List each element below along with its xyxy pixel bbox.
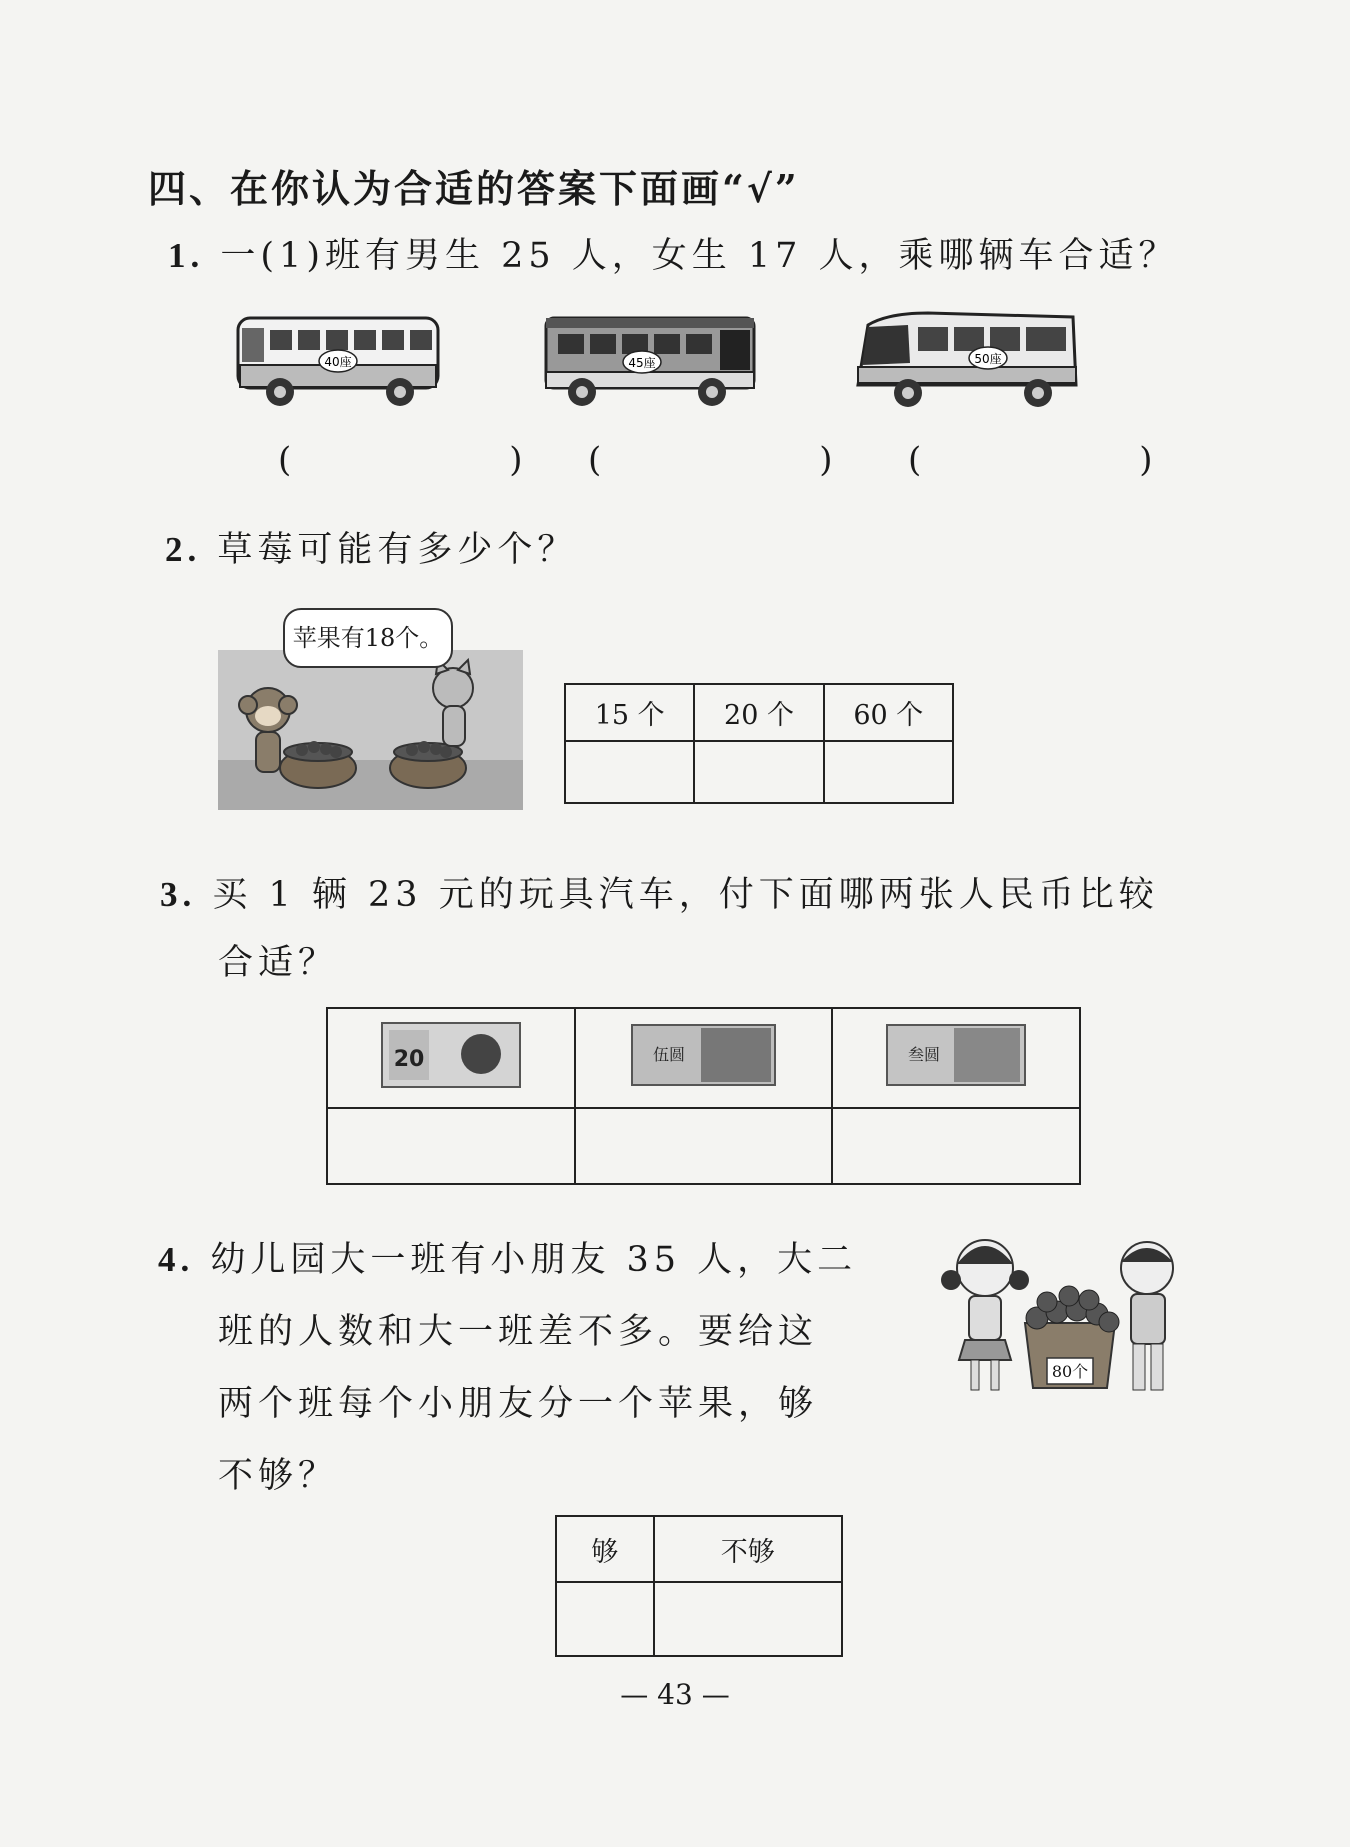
section-title: 四、在你认为合适的答案下面画“√” xyxy=(148,166,800,211)
bus-answer-blank-3[interactable]: ( ) xyxy=(908,440,1203,480)
q1-text: 一(1)班有男生 25 人，女生 17 人，乘哪辆车合适？ xyxy=(220,236,1179,276)
q4-option-not-enough: 不够 xyxy=(654,1516,842,1582)
basket-label: 80个 xyxy=(1051,1362,1089,1381)
q4-line3: 两个班每个小朋友分一个苹果，够 xyxy=(218,1384,819,1424)
q4-option-enough: 够 xyxy=(556,1516,654,1582)
q4-answer-cell-2[interactable] xyxy=(654,1582,842,1656)
q2-answer-cell-3[interactable] xyxy=(824,741,953,803)
q2-number: 2. xyxy=(165,530,202,569)
q1-number: 1. xyxy=(168,236,205,275)
q2-option-60: 60 个 xyxy=(824,684,953,741)
q2-text: 草莓可能有多少个？ xyxy=(217,530,578,570)
q2-answer-table xyxy=(564,683,954,804)
banknote-1-icon xyxy=(886,1024,1026,1086)
bus-50-illustration xyxy=(848,305,1083,415)
q4-row xyxy=(158,1232,857,1282)
banknote-1-value: 叁圆 xyxy=(907,1044,940,1064)
bus-45-label: 45座 xyxy=(628,356,656,370)
q4-line2: 班的人数和大一班差不多。要给这 xyxy=(218,1312,819,1352)
q3-answer-cell-3[interactable] xyxy=(832,1108,1080,1184)
q3-answer-cell-1[interactable] xyxy=(327,1108,575,1184)
page-number: — 43 — xyxy=(620,1678,730,1711)
children-apples-illustration xyxy=(925,1228,1195,1403)
q4-answer-table xyxy=(555,1515,843,1657)
q2-answer-cell-2[interactable] xyxy=(694,741,823,803)
q2-option-15: 15 个 xyxy=(565,684,694,741)
q4-answer-cell-1[interactable] xyxy=(556,1582,654,1656)
bus-50-label: 50座 xyxy=(974,352,1002,366)
banknote-5-icon xyxy=(631,1024,776,1086)
banknote-5-value: 伍圆 xyxy=(652,1044,685,1064)
q3-note-cell-5 xyxy=(575,1008,832,1108)
q2-option-20: 20 个 xyxy=(694,684,823,741)
q1-row xyxy=(168,228,1179,278)
q2-answer-cell-1[interactable] xyxy=(565,741,694,803)
q3-row xyxy=(160,867,1159,917)
q3-note-cell-1 xyxy=(832,1008,1080,1108)
bus-40-label: 40座 xyxy=(324,355,352,369)
q3-text-line2: 合适？ xyxy=(218,943,339,983)
banknote-20-value: 20 xyxy=(393,1046,425,1072)
q3-answer-table xyxy=(326,1007,1081,1185)
q3-answer-cell-2[interactable] xyxy=(575,1108,832,1184)
q3-number: 3. xyxy=(160,875,197,914)
bus-answer-blank-1[interactable]: ( ) xyxy=(278,440,573,480)
speech-bubble: 苹果有18个。 xyxy=(283,608,453,668)
q4-number: 4. xyxy=(158,1240,195,1279)
bus-45-illustration xyxy=(540,310,760,410)
q4-line1: 幼儿园大一班有小朋友 35 人，大二 xyxy=(210,1240,858,1280)
q3-note-cell-20 xyxy=(327,1008,575,1108)
bus-40-illustration xyxy=(230,310,445,410)
q4-line4: 不够？ xyxy=(218,1456,339,1496)
q3-text-line1: 买 1 辆 23 元的玩具汽车，付下面哪两张人民币比较 xyxy=(212,875,1159,915)
q2-row xyxy=(165,522,577,572)
banknote-20-icon xyxy=(381,1022,521,1088)
monkey-cat-illustration xyxy=(218,650,523,810)
bus-answer-blank-2[interactable]: ( ) xyxy=(588,440,883,480)
